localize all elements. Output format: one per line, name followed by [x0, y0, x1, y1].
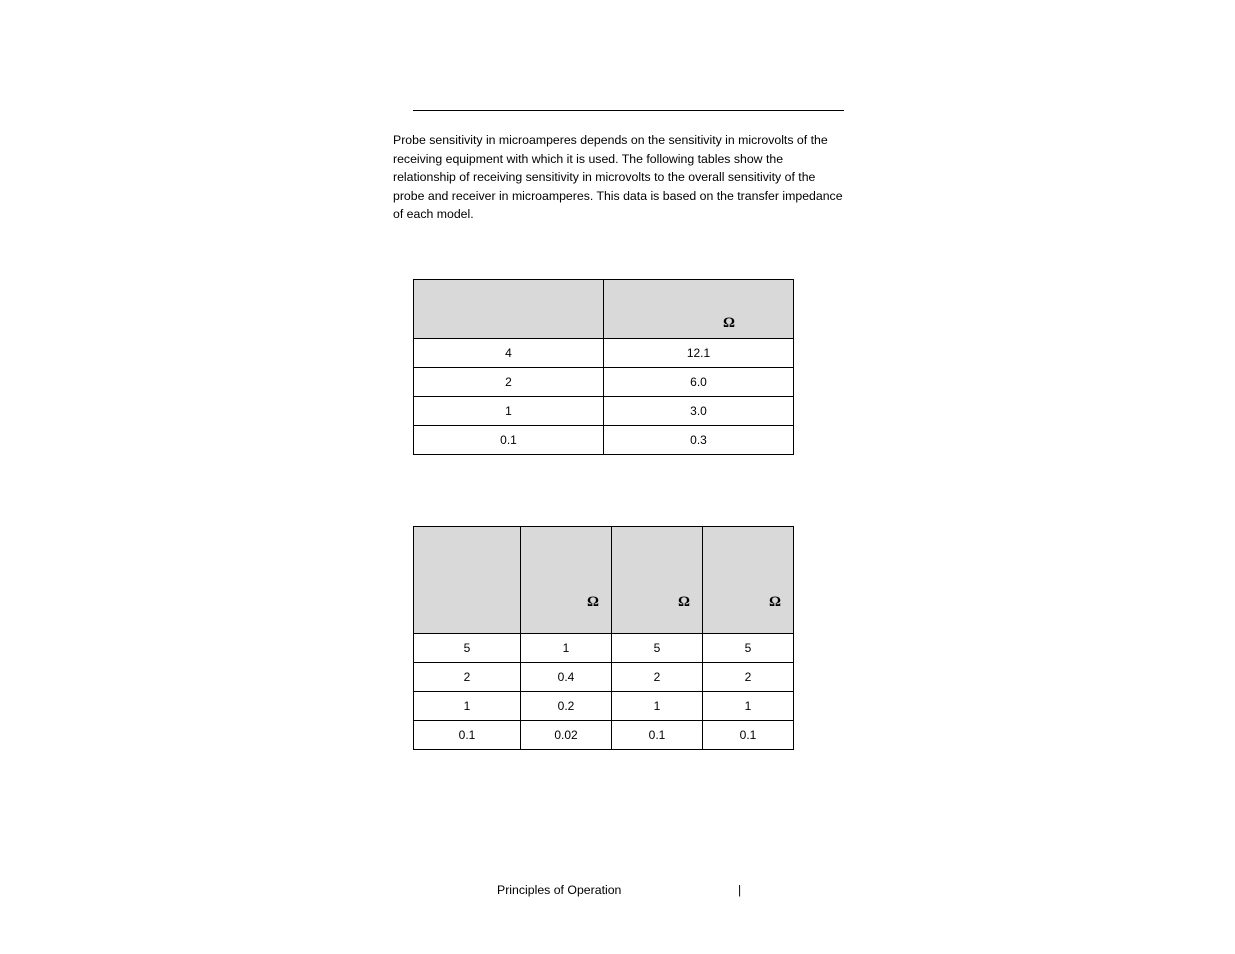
table-cell: 5: [612, 634, 703, 663]
table-cell: 4: [414, 339, 604, 368]
table-cell: 12.1: [604, 339, 794, 368]
table-cell: 0.3: [604, 426, 794, 455]
table-cell: 3.0: [604, 397, 794, 426]
table-cell: 5: [414, 634, 521, 663]
table-row: [414, 426, 794, 455]
table-row: [414, 339, 794, 368]
table-header-row: [414, 527, 794, 634]
table-cell: 2: [703, 663, 794, 692]
table-cell: 0.2: [521, 692, 612, 721]
table-header-cell: Ω: [521, 527, 612, 634]
header-rule: [413, 110, 844, 111]
table-row: [414, 397, 794, 426]
table-row: [414, 663, 794, 692]
table-cell: 1: [414, 397, 604, 426]
table-cell: 1: [521, 634, 612, 663]
table-cell: 2: [612, 663, 703, 692]
table-header-cell: Ω: [604, 280, 794, 339]
table-cell: 0.1: [414, 426, 604, 455]
table-cell: 0.1: [414, 721, 521, 750]
table-header-cell: Ω: [703, 527, 794, 634]
sensitivity-table-1: [413, 279, 794, 455]
table-header-row: [414, 280, 794, 339]
table-cell: 6.0: [604, 368, 794, 397]
table-cell: 1: [703, 692, 794, 721]
table-header-cell: Ω: [612, 527, 703, 634]
table-header-cell: [414, 527, 521, 634]
table-cell: 2: [414, 368, 604, 397]
table-cell: 0.1: [612, 721, 703, 750]
table-cell: 0.02: [521, 721, 612, 750]
table-row: [414, 692, 794, 721]
table-cell: 2: [414, 663, 521, 692]
table-row: [414, 368, 794, 397]
table-cell: 5: [703, 634, 794, 663]
table-header-cell: [414, 280, 604, 339]
table-row: [414, 721, 794, 750]
sensitivity-table-2: [413, 526, 794, 750]
table-cell: 0.1: [703, 721, 794, 750]
table-row: [414, 634, 794, 663]
footer-section-title: Principles of Operation: [497, 883, 622, 897]
table-cell: 1: [612, 692, 703, 721]
table-cell: 0.4: [521, 663, 612, 692]
intro-paragraph: Probe sensitivity in microamperes depends on the sensitivity in microvolts of the receiving equipment with which it is used. The following tables show the relationship of receiving sensitivity in microvolts to the overall sensitivity of the probe and receiver in microamperes. This data is based on the transfer impedance of each model.: [393, 133, 843, 222]
table-cell: 1: [414, 692, 521, 721]
footer-separator: |: [738, 883, 742, 897]
